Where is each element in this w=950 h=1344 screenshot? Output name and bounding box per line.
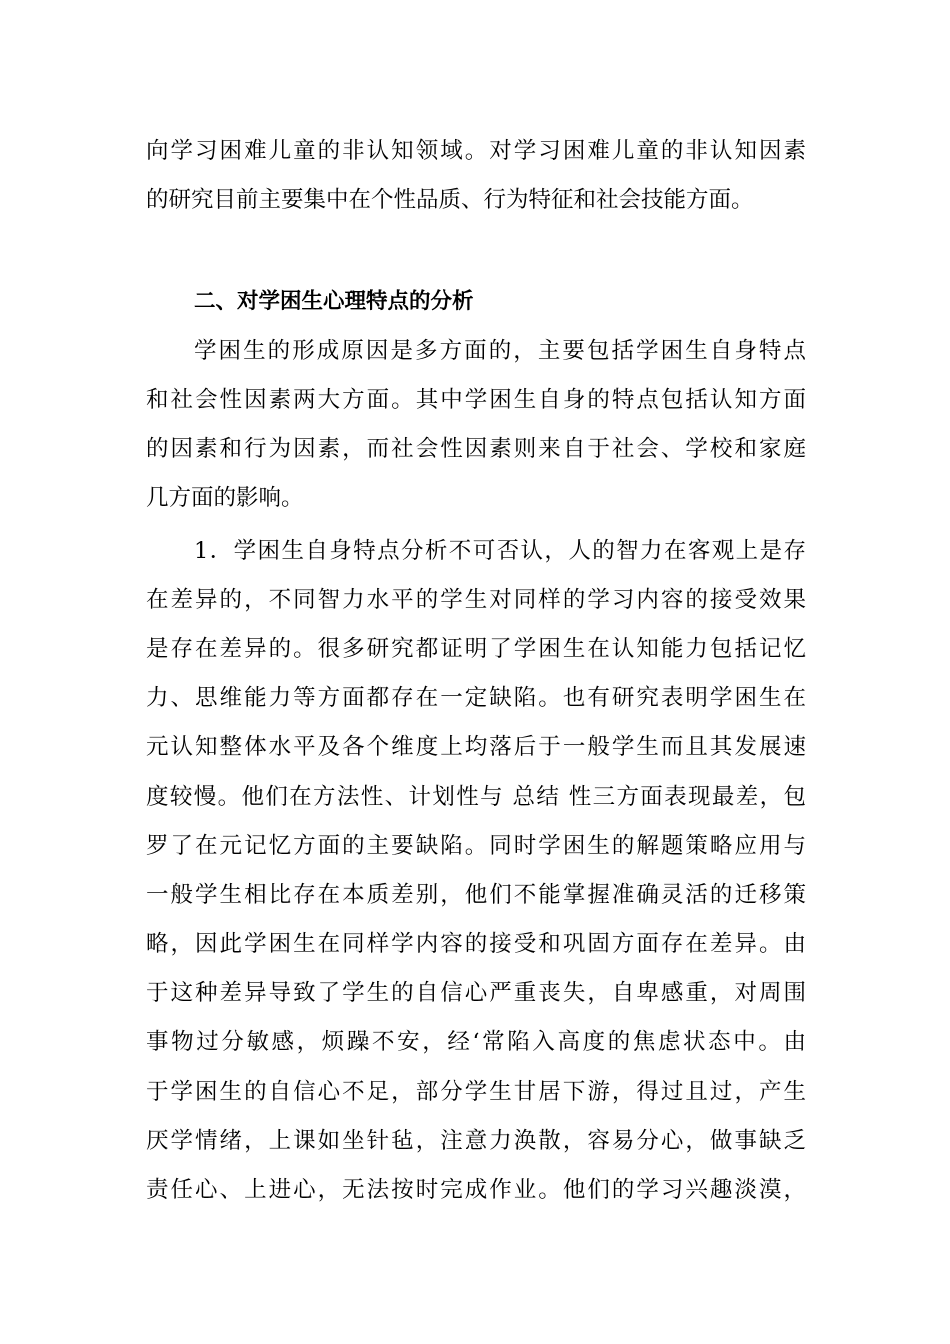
paragraph-2-line-1: 1．学困生自身特点分析不可否认，人的智力在客观上是存: [194, 538, 806, 564]
intro-line-1: 向学习困难儿童的非认知领域。对学习困难儿童的非认知因素: [146, 138, 806, 164]
paragraph-2-line-6: 度较慢。他们在方法性、计划性与 总结 性三方面表现最差，包: [146, 784, 806, 810]
paragraph-2-line-12: 于学困生的自信心不足，部分学生甘居下游，得过且过，产生: [146, 1079, 806, 1105]
paragraph-1-line-4: 几方面的影响。: [146, 485, 304, 511]
paragraph-2-line-3: 是存在差异的。很多研究都证明了学困生在认知能力包括记忆: [146, 636, 806, 662]
section-heading: 二、对学困生心理特点的分析: [194, 289, 474, 314]
paragraph-2-line-10: 于这种差异导致了学生的自信心严重丧失，自卑感重，对周围: [146, 980, 806, 1006]
paragraph-2-line-13: 厌学情绪，上课如坐针毡，注意力涣散，容易分心，做事缺乏: [146, 1128, 806, 1154]
paragraph-2-line-7: 罗了在元记忆方面的主要缺陷。同时学困生的解题策略应用与: [146, 833, 806, 859]
paragraph-2-line-8: 一般学生相比存在本质差别，他们不能掌握准确灵活的迁移策: [146, 882, 806, 908]
paragraph-1-line-1: 学困生的形成原因是多方面的，主要包括学困生自身特点: [194, 338, 806, 364]
paragraph-2-line-4: 力、思维能力等方面都存在一定缺陷。也有研究表明学困生在: [146, 685, 806, 711]
intro-line-2: 的研究目前主要集中在个性品质、行为特征和社会技能方面。: [146, 187, 754, 213]
paragraph-1-line-2: 和社会性因素两大方面。其中学困生自身的特点包括认知方面: [146, 387, 806, 413]
paragraph-2-line-9: 略，因此学困生在同样学内容的接受和巩固方面存在差异。由: [146, 931, 806, 957]
paragraph-2-line-5: 元认知整体水平及各个维度上均落后于一般学生而且其发展速: [146, 734, 806, 760]
paragraph-1-line-3: 的因素和行为因素，而社会性因素则来自于社会、学校和家庭: [146, 436, 806, 462]
paragraph-2-line-14: 责任心、上进心，无法按时完成作业。他们的学习兴趣淡漠，: [146, 1177, 806, 1203]
paragraph-2-line-11: 事物过分敏感，烦躁不安，经‘常陷入高度的焦虑状态中。由: [146, 1029, 806, 1055]
paragraph-2-line-2: 在差异的，不同智力水平的学生对同样的学习内容的接受效果: [146, 587, 806, 613]
